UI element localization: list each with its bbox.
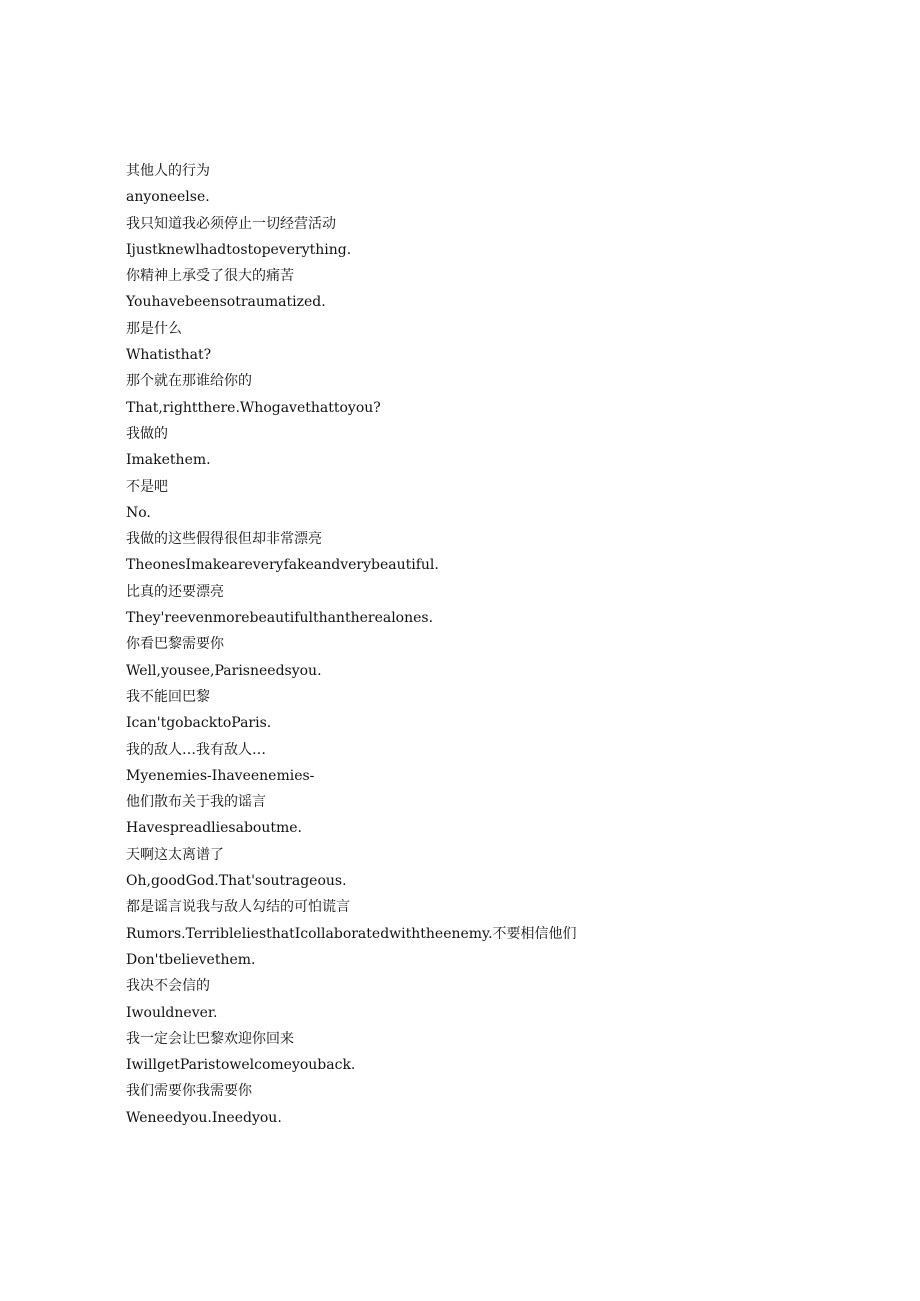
transcript-line: anyoneelse. (126, 189, 210, 206)
transcript-line: No. (126, 504, 151, 521)
transcript-line: That,rightthere.Whogavethattoyou? (126, 399, 381, 416)
transcript-line: 我不能回巴黎 (126, 688, 210, 705)
transcript-line: 比真的还要漂亮 (126, 583, 224, 600)
transcript-line: 你看巴黎需要你 (126, 636, 224, 653)
transcript-line: 我的敌人…我有敌人… (126, 741, 266, 758)
transcript-line: Havespreadliesaboutme. (126, 820, 302, 837)
transcript-line: Ijustknewlhadtostopeverything. (126, 241, 352, 258)
transcript-line: 其他人的行为 (126, 163, 210, 179)
transcript-line: Iwouldnever. (126, 1004, 218, 1021)
transcript-line: 你精神上承受了很大的痛苦 (126, 268, 294, 285)
transcript-line: Myenemies-Ihaveenemies- (126, 767, 315, 784)
transcript-line: IwillgetParistowelcomeyouback. (126, 1057, 356, 1074)
transcript-line: 我一定会让巴黎欢迎你回来 (126, 1030, 294, 1047)
transcript-line: 那是什么 (126, 320, 182, 337)
transcript-line: Whatisthat? (126, 347, 212, 364)
transcript-line: Youhavebeensotraumatized. (126, 294, 326, 311)
transcript-line: TheonesImakeareveryfakeandverybeautiful. (126, 557, 439, 574)
transcript-line: Ican'tgobacktoParis. (126, 715, 272, 732)
transcript-line: 我只知道我必须停止一切经营活动 (126, 215, 336, 232)
transcript-line: 我决不会信的 (126, 978, 210, 995)
transcript-line: Well,yousee,Parisneedsyou. (126, 662, 322, 679)
transcript-line: 他们散布关于我的谣言 (126, 794, 266, 811)
transcript-line: Rumors.TerribleliesthatIcollaboratedwiththeenemy.不要相信他们 (126, 925, 577, 942)
transcript-line: 我做的这些假得很但却非常漂亮 (126, 531, 322, 548)
transcript-line: Oh,goodGod.That'soutrageous. (126, 873, 347, 890)
transcript-body (126, 158, 826, 1131)
transcript-line: Imakethem. (126, 452, 211, 469)
transcript-line: 不是吧 (126, 478, 168, 495)
transcript-line: Don'tbelievethem. (126, 951, 256, 968)
transcript-line: Weneedyou.Ineedyou. (126, 1109, 282, 1126)
transcript-line: 天啊这太离谱了 (126, 846, 224, 863)
transcript-line: 我做的 (126, 425, 168, 442)
transcript-line: 那个就在那谁给你的 (126, 373, 252, 390)
transcript-line: 我们需要你我需要你 (126, 1083, 252, 1100)
transcript-line: 都是谣言说我与敌人勾结的可怕谎言 (126, 899, 350, 916)
transcript-line: They'reevenmorebeautifulthantherealones. (126, 610, 434, 627)
